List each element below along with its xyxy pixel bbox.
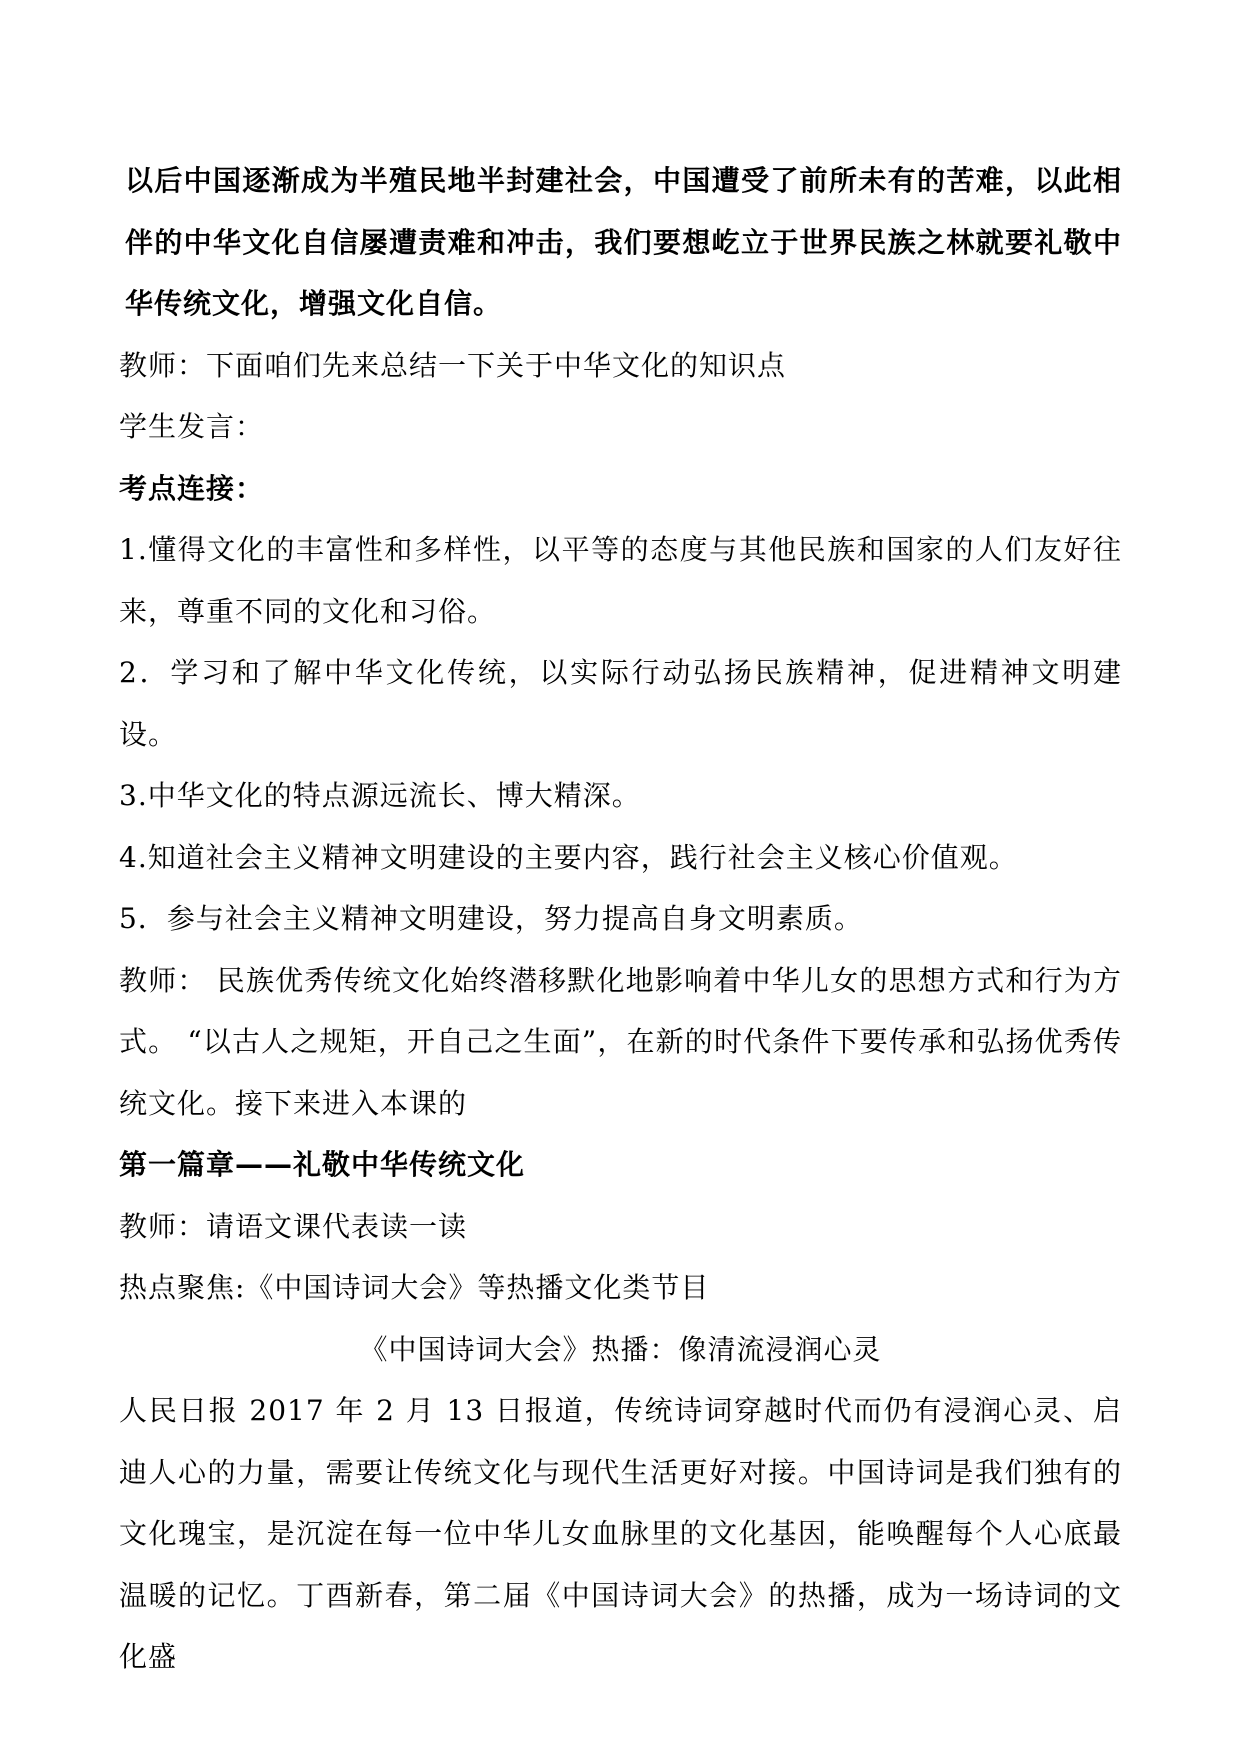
article-title: 《中国诗词大会》热播：像清流浸润心灵 (359, 1332, 882, 1366)
heading-exam-points: 考点连接： (119, 471, 265, 505)
paragraph-intro-bold: 以后中国逐渐成为半殖民地半封建社会，中国遭受了前所未有的苦难，以此相伴的中华文化自信屡遭责难和冲击，我们要想屹立于世界民族之林就要礼敬中华传统文化，增强文化自信。 (125, 164, 1122, 320)
document-body (119, 150, 1122, 1688)
list-item-point-4: 4.知道社会主义精神文明建设的主要内容，践行社会主义核心价值观。 (119, 840, 1018, 874)
article-body: 人民日报 2017 年 2 月 13 日报道，传统诗词穿越时代而仍有浸润心灵、启迪人心的力量，需要让传统文化与现代生活更好对接。中国诗词是我们独有的文化瑰宝，是沉淀在每一位中华儿女血脉里的文化基因，能唤醒每个人心底最温暖的记忆。丁酉新春，第二届《中国诗词大会》的热播，成为一场诗词的文化盛 (119, 1394, 1122, 1673)
list-item-point-3: 3.中华文化的特点源远流长、博大精深。 (119, 779, 641, 812)
paragraph-hot-focus: 热点聚焦:《中国诗词大会》等热播文化类节目 (119, 1271, 710, 1304)
paragraph-teacher-read: 教师：请语文课代表读一读 (119, 1209, 468, 1243)
heading-chapter-one: 第一篇章——礼敬中华传统文化 (119, 1148, 526, 1181)
list-item-point-1: 1.懂得文化的丰富性和多样性，以平等的态度与其他民族和国家的人们友好往来，尊重不同的文化和习俗。 (119, 533, 1122, 628)
list-item-point-5: 5．参与社会主义精神文明建设，努力提高自身文明素质。 (119, 902, 863, 935)
paragraph-student-speech: 学生发言： (119, 410, 265, 443)
list-item-point-2: 2．学习和了解中华文化传统，以实际行动弘扬民族精神，促进精神文明建设。 (119, 656, 1122, 751)
paragraph-teacher-summary: 教师：下面咱们先来总结一下关于中华文化的知识点 (119, 348, 787, 382)
paragraph-teacher-tradition: 教师： 民族优秀传统文化始终潜移默化地影响着中华儿女的思想方式和行为方式。 “以古人之规矩，开自己之生面”，在新的时代条件下要传承和弘扬优秀传统文化。接下来进入本课的 (119, 963, 1122, 1120)
